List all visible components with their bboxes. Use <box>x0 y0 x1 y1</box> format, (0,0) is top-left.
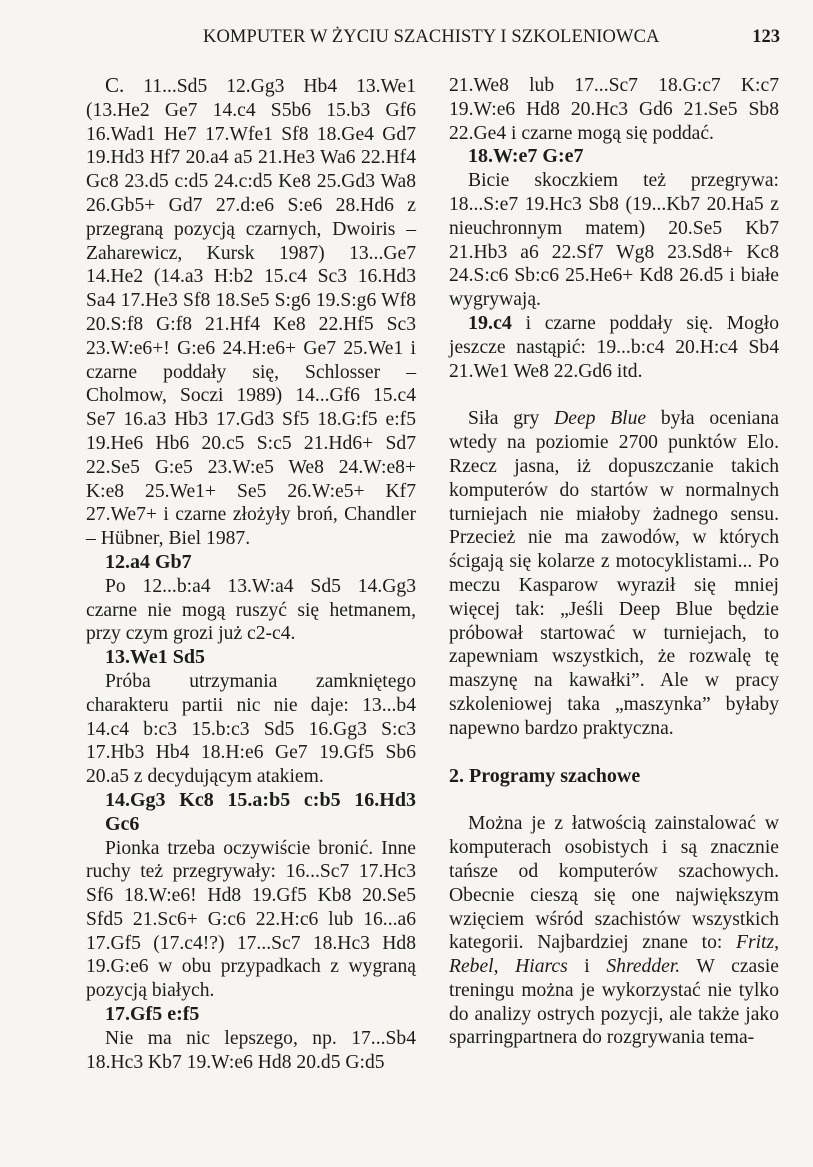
separator: , <box>493 956 516 978</box>
paragraph-gap <box>449 383 779 407</box>
paragraph-deep-blue <box>449 407 779 740</box>
left-column <box>86 74 416 1074</box>
commentary-17: Nie ma nic lepszego, np. 17...Sb4 18.Hc3 Kb7 19.W:e6 Hd8 20.d5 G:d5 <box>86 1027 416 1073</box>
section-gap <box>449 741 779 765</box>
text-run: Można je z łatwością zainstalować w komputerach osobistych i są znacznie tańsze od komputerów szachowych. Obecnie cieszą się one największym wzięciem wśród szachistów wszystkich kategorii. Najbardziej znane to: <box>449 813 779 954</box>
move-heading-17: 17.Gf5 e:f5 <box>105 1003 200 1026</box>
move-heading-13: 13.We1 Sd5 <box>105 646 206 669</box>
paragraph-programs <box>449 812 779 1050</box>
program-fritz: Fritz <box>735 932 775 954</box>
commentary-17-continued: 21.We8 lub 17...Sc7 18.G:c7 K:c7 19.W:e6 Hd8 20.Hc3 Gd6 21.Se5 Sb8 22.Ge4 i czarne mogą się poddać. <box>449 75 779 144</box>
variant-label: C. <box>105 73 125 97</box>
program-shredder: Shredder. <box>606 956 681 978</box>
program-rebel: Rebel <box>449 956 494 978</box>
move-heading-19: 19.c4 <box>468 311 512 334</box>
program-hiarcs: Hiarcs <box>515 956 568 978</box>
text-run: W czasie treningu można je wykorzystać nie tylko do analizy ostrych pozycji, ale także jako sparringpartnera do rozgrywania tema- <box>449 956 779 1049</box>
running-title: KOMPUTER W ŻYCIU SZACHISTY I SZKOLENIOWCA <box>203 27 660 47</box>
move-heading-18: 18.W:e7 G:e7 <box>468 145 584 168</box>
section-heading: 2. Programy szachowe <box>449 764 641 787</box>
deep-blue-name: Deep Blue <box>554 408 647 430</box>
move-heading-14: 14.Gg3 Kc8 15.a:b5 c:b5 16.Hd3 Gc6 <box>105 788 416 835</box>
commentary-18: Bicie skoczkiem też przegrywa: 18...S:e7 19.Hc3 Sb8 (19...Kb7 20.Ha5 z nieuchronnym matem) 20.Se5 Kb7 21.Hb3 a6 22.Sf7 Wg8 23.Sd8+ Kc8 24.S:c6 Sb:c6 25.He6+ Kd8 26.d5 i białe wygrywają. <box>449 170 779 311</box>
right-column <box>449 74 779 1050</box>
variant-c-text: 11...Sd5 12.Gg3 Hb4 13.We1 (13.He2 Ge7 14.c4 S5b6 15.b3 Gf6 16.Wad1 He7 17.Wfe1 Sf8 18.Ge4 Gd7 19.Hd3 Hf7 20.a4 a5 21.He3 Wa6 22.Hf4 Gc8 23.d5 c:d5 24.c:d5 Ke8 25.Gd3 Wa8 26.Gb5+ Gd7 27.d:e6 S:e6 28.Hd6 z przegraną pozycją czarnych, Dwoiris – Zaharewicz, Kursk 1987) 13...Ge7 14.He2 (14.a3 H:b2 15.c4 Sc3 16.Hd3 Sa4 17.He3 Sf8 18.Se5 S:g6 19.S:g6 Wf8 20.S:f8 G:f8 21.Hf4 Ke8 22.Hf5 Sc3 23.W:e6+! G:e6 24.H:e6+ Ge7 25.We1 i czarne poddały się, Schlosser – Cholmow, Soczi 1989) 14...Gf6 15.c4 Se7 16.a3 Hb3 17.Gd3 Sf5 18.G:f5 e:f5 19.He6 Hb6 20.c5 S:c5 21.Hd6+ Sd7 22.Se5 G:e5 23.W:e5 We8 24.W:e8+ K:e8 25.We1+ Se5 26.W:e5+ Kf7 27.We7+ i czarne złożyły broń, Chandler – Hübner, Biel 1987. <box>86 76 416 550</box>
paragraph-variant-c <box>86 74 416 551</box>
separator: , <box>774 932 779 954</box>
page-number: 123 <box>752 27 780 47</box>
commentary-19-text: i czarne poddały się. Mogło jeszcze nastąpić: 19...b:c4 20.H:c4 Sb4 21.We1 We8 22.Gd6 itd. <box>449 312 779 382</box>
text-run: Siła gry <box>468 408 555 430</box>
separator: i <box>567 956 607 978</box>
section-gap <box>449 788 779 812</box>
text-run: była oceniana wtedy na poziomie 2700 punktów Elo. Rzecz jasna, iż dopuszczanie takich komputerów do startów w normalnych turniejach nie miałoby żadnego sensu. Przecież nie ma zawodów, w których ścigają się kolarze z motocyklistami... Po meczu Kasparow wyraził się mniej więcej tak: „Jeśli Deep Blue będzie próbował startować w turniejach, to zapewniam wszystkich, że rozwalę tę maszynę na kawałki”. Ale w pracy szkoleniowej taka „maszynka” byłaby napewno bardzo praktyczna. <box>449 408 779 739</box>
page-header <box>0 27 813 51</box>
commentary-13: Próba utrzymania zamkniętego charakteru partii nic nie daje: 13...b4 14.c4 b:c3 15.b:c3 Sd5 16.Gg3 S:c3 17.Hb3 Hb4 18.H:e6 Ge7 19.Gf5 Sb6 20.a5 z decydującym atakiem. <box>86 670 416 788</box>
commentary-12: Po 12...b:a4 13.W:a4 Sd5 14.Gg3 czarne nie mogą ruszyć się hetmanem, przy czym grozi już c2-c4. <box>86 575 416 645</box>
move-heading-12: 12.a4 Gb7 <box>105 550 192 573</box>
commentary-16: Pionka trzeba oczywiście bronić. Inne ruchy też przegrywały: 16...Sc7 17.Hc3 Sf6 18.W:e6! Hd8 19.Gf5 Kb8 20.Se5 Sfd5 21.Sc6+ G:c6 22.H:c6 lub 16...a6 17.Gf5 (17.c4!?) 17...Sc7 18.Hc3 Hd8 19.G:e6 w obu przypadkach z wygraną pozycją białych. <box>86 837 416 1002</box>
commentary-19 <box>449 312 779 383</box>
